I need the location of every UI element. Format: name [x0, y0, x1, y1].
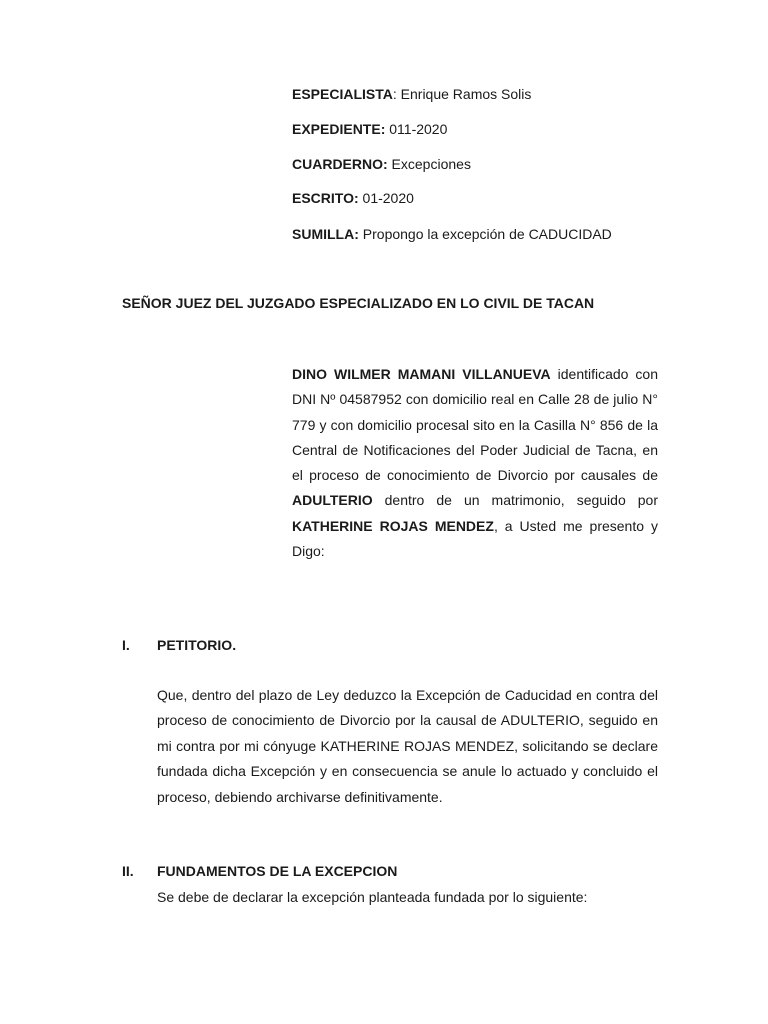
opponent-name: KATHERINE ROJAS MENDEZ	[292, 517, 494, 534]
section-2-number: II.	[122, 863, 134, 879]
section-1-number: I.	[122, 637, 130, 653]
section-1-title: PETITORIO.	[157, 637, 237, 653]
cuaderno-line	[292, 154, 471, 174]
sumilla-value: Propongo la excepción de CADUCIDAD	[358, 226, 612, 242]
intro-text-3: , a Usted me presento y Digo:	[292, 517, 658, 560]
intro-text-1: identificado con DNI Nº 04587952 con domicilio real en Calle 28 de julio N° 779 y con domicilio procesal sito en la Casilla N° 856 de la Central de Notificaciones del Poder Judicial de Tacna, en el proceso de conocimiento de Divorcio por causales de	[292, 366, 659, 484]
especialista-value: : Enrique Ramos Solis	[392, 86, 532, 102]
escrito-line	[292, 188, 414, 208]
especialista-line	[292, 84, 531, 104]
expediente-line	[292, 119, 447, 139]
sumilla-label: SUMILLA:	[292, 226, 359, 242]
cause-name: ADULTERIO	[292, 492, 373, 509]
intro-paragraph	[292, 362, 658, 564]
section-1-body: Que, dentro del plazo de Ley deduzco la Excepción de Caducidad en contra del proceso de conocimiento de Divorcio por la causal de ADULTERIO, seguido en mi contra por mi cónyuge KATHERINE ROJAS MENDEZ, solicitando se declare fundada dicha Excepción y en consecuencia se anule lo actuado y concluido el proceso, debiendo archivarse definitivamente.	[157, 687, 658, 805]
cuaderno-label: CUARDERNO:	[292, 156, 388, 172]
expediente-label: EXPEDIENTE:	[292, 121, 386, 137]
addressee-heading: SEÑOR JUEZ DEL JUZGADO ESPECIALIZADO EN LO CIVIL DE TACAN	[122, 295, 595, 311]
cuaderno-value: Excepciones	[387, 156, 471, 172]
expediente-value: 011-2020	[385, 121, 448, 137]
escrito-value: 01-2020	[358, 190, 414, 206]
section-2-title: FUNDAMENTOS DE LA EXCEPCION	[157, 863, 398, 879]
escrito-label: ESCRITO:	[292, 190, 359, 206]
plaintiff-name: DINO WILMER MAMANI VILLANUEVA	[292, 366, 551, 382]
especialista-label: ESPECIALISTA	[292, 86, 393, 102]
intro-text-2: dentro de un matrimonio, seguido por	[372, 492, 658, 509]
section-2-body: Se debe de declarar la excepción planteada fundada por lo siguiente:	[157, 889, 588, 905]
sumilla-line	[292, 224, 612, 244]
